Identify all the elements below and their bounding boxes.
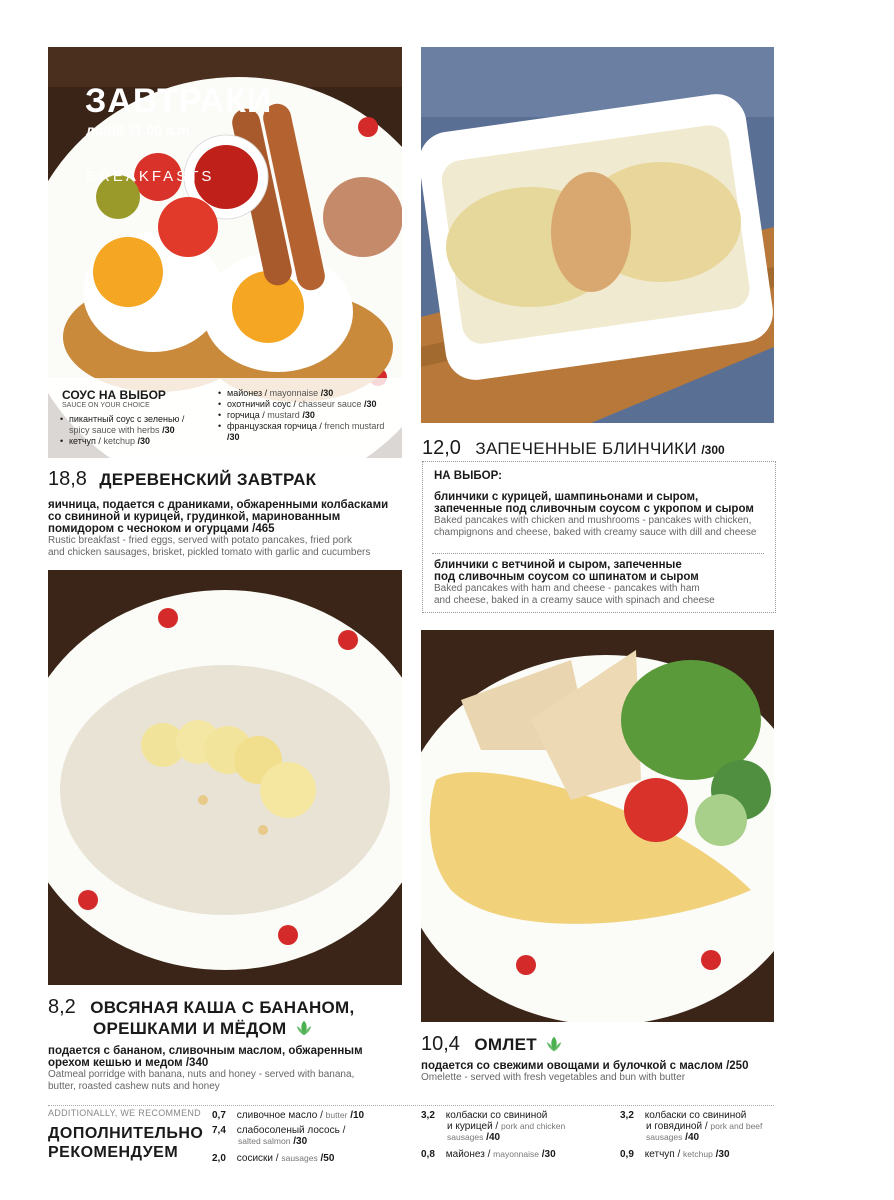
price: 18,8 xyxy=(48,468,87,490)
dish-name-line2: ОРЕШКАМИ И МЁДОМ xyxy=(93,1019,287,1038)
baked-pancakes-photo xyxy=(421,47,774,423)
dish-desc-ru: подается со свежими овощами и булочкой с маслом /250 xyxy=(421,1060,749,1072)
dish-weight: /300 xyxy=(701,443,725,457)
recommend-title-ru: ДОПОЛНИТЕЛЬНО РЕКОМЕНДУЕМ xyxy=(48,1125,204,1161)
dish-desc-ru: яичница, подается с драниками, обжаренными колбасками со свининой и курицей, грудинкой, маринованным помидором с чесноком и огурцами /465 xyxy=(48,499,389,535)
recommend-column xyxy=(212,1110,412,1164)
sauce-item: • французская горчица / french mustard /30 xyxy=(218,421,385,442)
dish-name: ОМЛЕТ xyxy=(474,1035,537,1054)
sauce-item: • майонез / mayonnaise /30 xyxy=(218,388,334,398)
section-title: ЗАВТРАКИ xyxy=(85,82,273,120)
sauce-item: • охотничий соус / chasseur sauce /30 xyxy=(218,399,377,409)
recommend-title-en: ADDITIONALLY, WE RECOMMEND xyxy=(48,1108,201,1118)
sauce-item: • кетчуп / ketchup /30 xyxy=(60,436,151,446)
recommend-item: 0,7 сливочное масло / butter /10 xyxy=(212,1110,365,1121)
dish-name: ОВСЯНАЯ КАША С БАНАНОМ, xyxy=(90,998,355,1017)
price: 8,2 xyxy=(48,996,76,1018)
dish-desc-ru: подается с бананом, сливочным маслом, обжаренным орехом кешью и медом /340 xyxy=(48,1045,363,1069)
choice-heading: НА ВЫБОР: xyxy=(434,470,502,482)
vegetarian-leaf-icon xyxy=(295,1019,313,1037)
sauce-subtitle: SAUCE ON YOUR CHOICE xyxy=(62,402,150,409)
sauce-item: • горчица / mustard /30 xyxy=(218,410,315,420)
price: 10,4 xyxy=(421,1033,460,1055)
vegetarian-leaf-icon xyxy=(545,1035,563,1053)
pancake-option: блинчики с курицей, шампиньонами и сыром, запеченные под сливочным соусом с укропом и сыром Baked pancakes with chicken and mushrooms - pancakes with chicken, champignons and cheese, baked with creamy sauce with dill and cheese xyxy=(434,491,757,538)
dish-name: ДЕРЕВЕНСКИЙ ЗАВТРАК xyxy=(99,470,317,489)
dish-desc-en: Rustic breakfast - fried eggs, served with potato pancakes, fried pork and chicken sausages, brisket, pickled tomato with garlic and cucumbers xyxy=(48,535,371,558)
sauce-list-left xyxy=(60,414,215,447)
recommend-item: 3,2 колбаски со свининой и говядиной / pork and beef sausages /40 xyxy=(620,1110,763,1143)
dish-name: ЗАПЕЧЕННЫЕ БЛИНЧИКИ xyxy=(475,439,697,458)
section-title-en: BREAKFASTS xyxy=(86,168,215,185)
country-breakfast-item xyxy=(48,468,408,559)
divider xyxy=(432,553,764,554)
recommend-item: 0,9 кетчуп / ketchup /30 xyxy=(620,1149,730,1160)
dish-desc-en: Omelette - served with fresh vegetables and bun with butter xyxy=(421,1072,686,1083)
baked-pancakes-item xyxy=(422,437,782,460)
recommend-item: 7,4 слабосоленый лосось / salted salmon /30 xyxy=(212,1125,346,1147)
recommend-item: 0,8 майонез / mayonnaise /30 xyxy=(421,1149,556,1160)
oatmeal-photo xyxy=(48,570,402,985)
section-time: до/till 11.00 a.m. xyxy=(86,122,194,138)
oatmeal-item xyxy=(48,996,418,1093)
divider xyxy=(48,1105,774,1106)
sauce-item: • пикантный соус с зеленью / spicy sauce with herbs /30 xyxy=(60,414,185,435)
pancake-option: блинчики с ветчиной и сыром, запеченные под сливочным соусом со шпинатом и сыром Baked pancakes with ham and cheese - pancakes with ham and cheese, baked in a creamy sauce with spinach and cheese xyxy=(434,559,715,606)
price: 12,0 xyxy=(422,437,461,459)
dish-desc-en: Oatmeal porridge with banana, nuts and honey - served with banana, butter, roasted cashew nuts and honey xyxy=(48,1069,355,1092)
recommend-item: 2,0 сосиски / sausages /50 xyxy=(212,1153,335,1164)
omelette-photo xyxy=(421,630,774,1022)
sauce-title: СОУС НА ВЫБОР xyxy=(62,388,166,402)
recommend-column xyxy=(421,1110,611,1160)
omelette-item xyxy=(421,1033,781,1084)
sauce-list-right xyxy=(218,388,398,443)
recommend-column xyxy=(620,1110,780,1160)
recommend-item: 3,2 колбаски со свининой и курицей / pork and chicken sausages /40 xyxy=(421,1110,566,1143)
